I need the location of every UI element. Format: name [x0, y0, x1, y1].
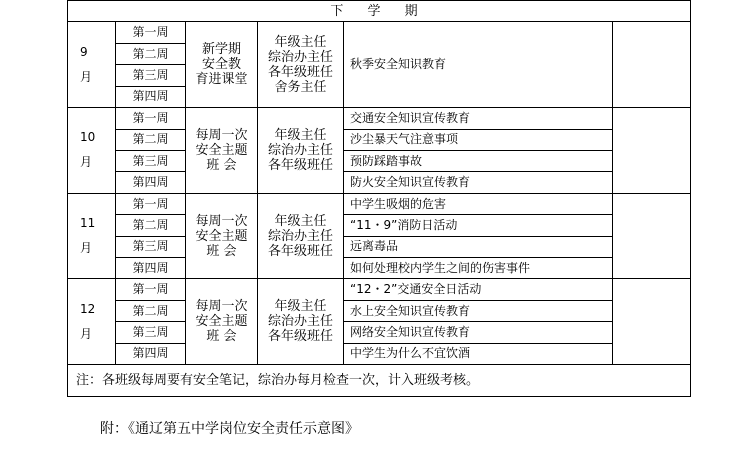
week-row [68, 279, 691, 300]
remarks-cell [613, 108, 691, 194]
topic-cell: 预防踩踏事故 [344, 150, 613, 171]
week-row [68, 150, 691, 171]
responsible-person: 各年级班任 [267, 243, 333, 259]
topic-cell: “12・2”交通安全日活动 [344, 279, 613, 300]
note-row [68, 365, 691, 397]
topic-cell: 中学生吸烟的危害 [344, 193, 613, 214]
week-label: 第一周 [116, 279, 186, 300]
theme-line: 班 会 [206, 329, 237, 345]
safety-schedule-table [67, 0, 691, 397]
week-label: 第二周 [116, 129, 186, 150]
theme-cell [186, 279, 258, 365]
week-row [68, 300, 691, 321]
theme-line: 班 会 [206, 157, 237, 173]
week-row [68, 236, 691, 257]
month-suffix: 月 [80, 241, 93, 256]
week-row [68, 108, 691, 129]
topic-cell: 水上安全知识宣传教育 [344, 300, 613, 321]
theme-line: 每周一次 [195, 299, 248, 315]
responsible-person: 各年级班任 [267, 64, 333, 80]
topic-cell: 中学生为什么不宜饮酒 [344, 343, 613, 364]
note-text: 注：各班级每周要有安全笔记，综治办每月检查一次，计入班级考核。 [68, 365, 691, 397]
week-label: 第四周 [116, 343, 186, 364]
topic-cell: 秋季安全知识教育 [344, 22, 613, 108]
appendix-note: 附：《通辽第五中学岗位安全责任示意图》 [100, 421, 359, 437]
week-label: 第三周 [116, 65, 186, 86]
responsible-person: 年级主任 [274, 127, 327, 143]
responsible-person: 年级主任 [274, 34, 327, 50]
theme-line: 安全教 [201, 57, 241, 73]
theme-line: 班 会 [206, 243, 237, 259]
month-suffix: 月 [80, 155, 93, 170]
semester-header: 下 学 期 [68, 1, 691, 22]
responsible-cell [258, 193, 344, 279]
month-suffix: 月 [80, 326, 93, 341]
week-row [68, 343, 691, 364]
remarks-cell [613, 279, 691, 365]
topic-cell: “11・9”消防日活动 [344, 215, 613, 236]
week-label: 第三周 [116, 322, 186, 343]
theme-cell [186, 108, 258, 194]
theme-line: 每周一次 [195, 213, 248, 229]
month-number: 11 [80, 216, 96, 231]
month-cell [68, 108, 116, 194]
responsible-person: 舍务主任 [274, 79, 327, 95]
responsible-cell [258, 22, 344, 108]
responsible-person: 年级主任 [274, 213, 327, 229]
week-label: 第四周 [116, 172, 186, 193]
responsible-person: 综治办主任 [267, 142, 333, 158]
week-label: 第四周 [116, 258, 186, 279]
month-cell [68, 279, 116, 365]
theme-line: 新学期 [201, 42, 241, 58]
week-row [68, 322, 691, 343]
month-suffix: 月 [80, 69, 93, 84]
week-label: 第二周 [116, 300, 186, 321]
theme-line: 安全主题 [195, 228, 248, 244]
week-label: 第一周 [116, 22, 186, 43]
topic-cell: 如何处理校内学生之间的伤害事件 [344, 258, 613, 279]
remarks-cell [613, 193, 691, 279]
theme-line: 安全主题 [195, 142, 248, 158]
week-label: 第四周 [116, 86, 186, 107]
week-row [68, 129, 691, 150]
responsible-person: 综治办主任 [267, 228, 333, 244]
responsible-person: 综治办主任 [267, 49, 333, 65]
remarks-cell [613, 22, 691, 108]
topic-cell: 交通安全知识宣传教育 [344, 108, 613, 129]
month-number: 10 [80, 130, 96, 145]
responsible-person: 各年级班任 [267, 157, 333, 173]
week-row [68, 22, 691, 43]
month-number: 12 [80, 301, 96, 316]
topic-cell: 沙尘暴天气注意事项 [344, 129, 613, 150]
theme-line: 育进课堂 [195, 72, 248, 88]
week-row [68, 215, 691, 236]
month-number: 9 [80, 44, 88, 59]
month-cell [68, 193, 116, 279]
week-label: 第二周 [116, 43, 186, 64]
responsible-person: 各年级班任 [267, 329, 333, 345]
topic-cell: 防火安全知识宣传教育 [344, 172, 613, 193]
week-row [68, 193, 691, 214]
responsible-person: 年级主任 [274, 299, 327, 315]
theme-line: 每周一次 [195, 127, 248, 143]
week-label: 第一周 [116, 193, 186, 214]
theme-cell [186, 193, 258, 279]
week-label: 第三周 [116, 150, 186, 171]
week-label: 第三周 [116, 236, 186, 257]
week-label: 第二周 [116, 215, 186, 236]
week-label: 第一周 [116, 108, 186, 129]
month-cell [68, 22, 116, 108]
week-row [68, 172, 691, 193]
topic-cell: 远离毒品 [344, 236, 613, 257]
responsible-person: 综治办主任 [267, 314, 333, 330]
theme-line: 安全主题 [195, 314, 248, 330]
responsible-cell [258, 108, 344, 194]
week-row [68, 258, 691, 279]
theme-cell [186, 22, 258, 108]
responsible-cell [258, 279, 344, 365]
topic-cell: 网络安全知识宣传教育 [344, 322, 613, 343]
